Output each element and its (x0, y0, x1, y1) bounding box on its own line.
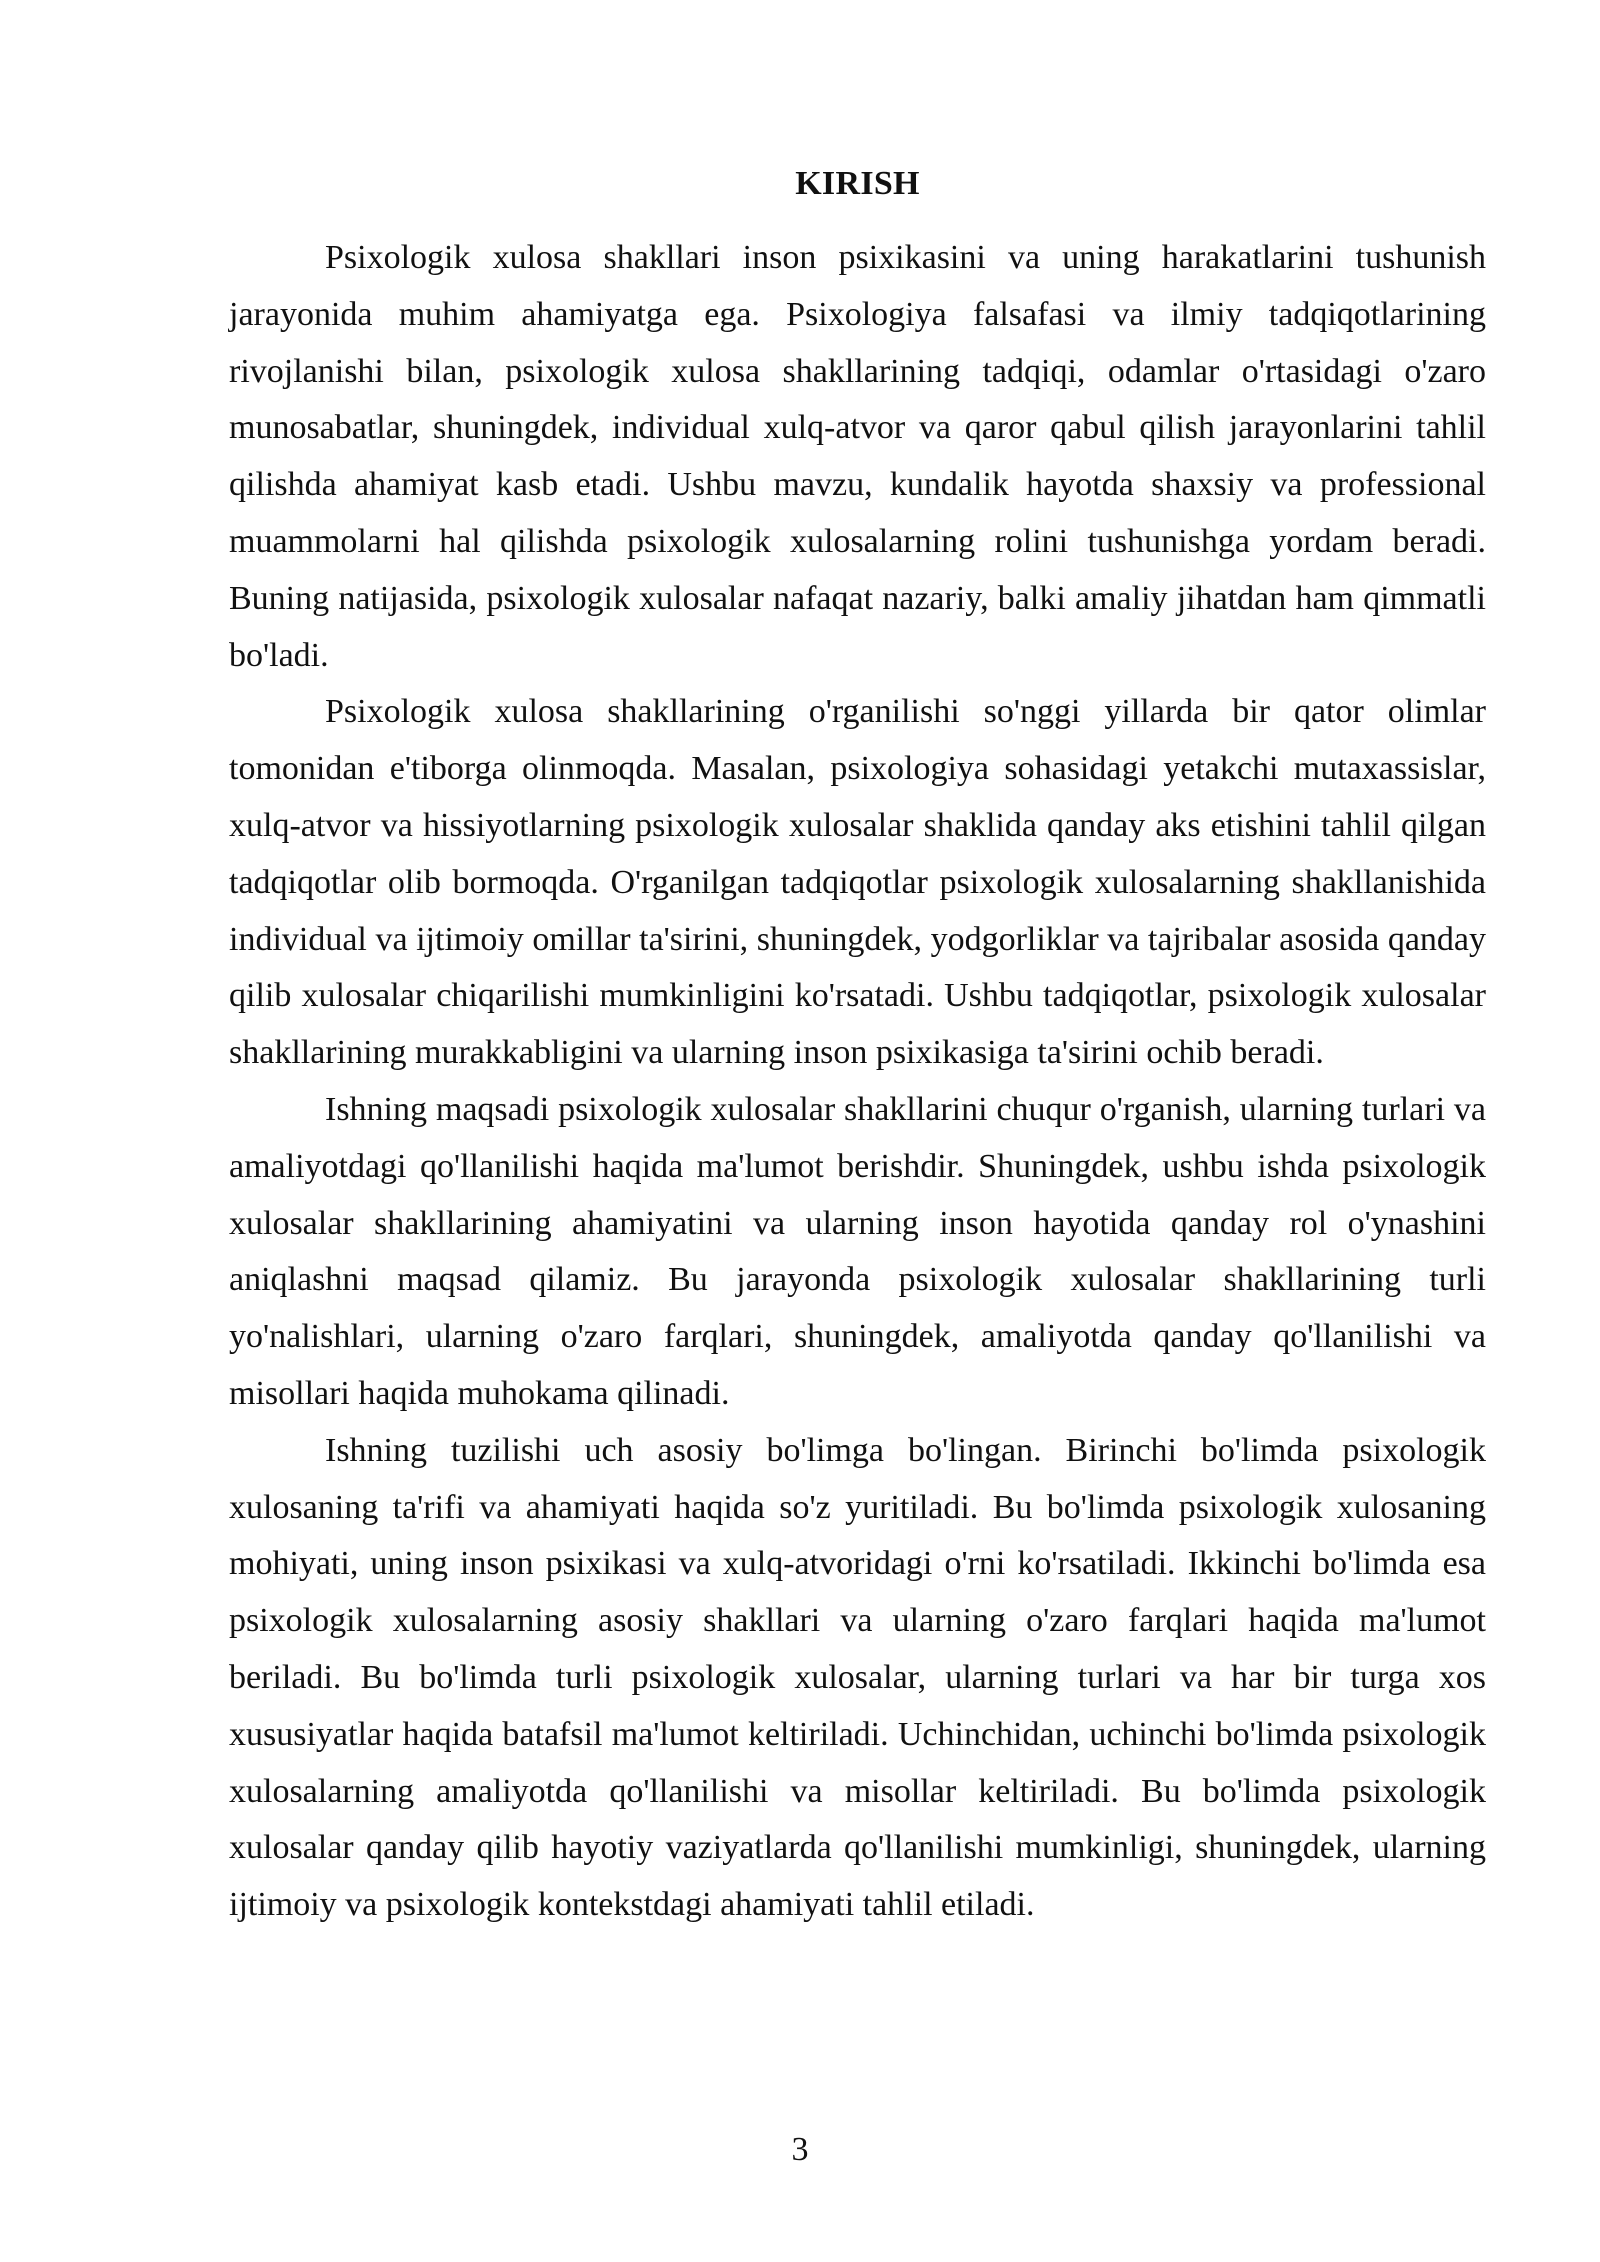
paragraph-literature-review: Psixologik xulosa shakllarining o'rganilishi so'nggi yillarda bir qator olimlar tomonidan e'tiborga olinmoqda. Masalan, psixologiya sohasidagi yetakchi mutaxassislar, xulq-atvor va hissiyotlarning psixologik xulosalar shaklida qanday aks etishini tahlil qilgan tadqiqotlar olib bormoqda. O'rganilgan tadqiqotlar psixologik xulosalarning shakllanishida individual va ijtimoiy omillar ta'sirini, shuningdek, yodgorliklar va tajribalar asosida qanday qilib xulosalar chiqarilishi mumkinligini ko'rsatadi. Ushbu tadqiqotlar, psixologik xulosalar shakllarining murakkabligini va ularning inson psixikasiga ta'sirini ochib beradi. (229, 693, 1486, 1072)
paragraph-objective: Ishning maqsadi psixologik xulosalar shakllarini chuqur o'rganish, ularning turlari va amaliyotdagi qo'llanilishi haqida ma'lumot berishdir. Shuningdek, ushbu ishda psixologik xulosalar shakllarining ahamiyatini va ularning inson hayotida qanday rol o'ynashini aniqlashni maqsad qilamiz. Bu jarayonda psixologik xulosalar shakllarining turli yo'nalishlari, ularning o'zaro farqlari, shuningdek, amaliyotda qanday qo'llanilishi va misollari haqida muhokama qilinadi. (229, 1090, 1486, 1412)
paragraph-introduction: Psixologik xulosa shakllari inson psixikasini va uning harakatlarini tushunish jarayonida muhim ahamiyatga ega. Psixologiya falsafasi va ilmiy tadqiqotlarining rivojlanishi bilan, psixologik xulosa shakllarining tadqiqi, odamlar o'rtasidagi o'zaro munosabatlar, shuningdek, individual xulq-atvor va qaror qabul qilish jarayonlarini tahlil qilishda ahamiyat kasb etadi. Ushbu mavzu, kundalik hayotda shaxsiy va professional muammolarni hal qilishda psixologik xulosalarning rolini tushunishga yordam beradi. Buning natijasida, psixologik xulosalar nafaqat nazariy, balki amaliy jihatdan ham qimmatli bo'ladi. (229, 239, 1486, 674)
page-content (229, 160, 1486, 1934)
page-title: KIRISH (795, 165, 920, 202)
page-number: 3 (791, 2131, 809, 2168)
paragraph-structure: Ishning tuzilishi uch asosiy bo'limga bo'lingan. Birinchi bo'limda psixologik xulosaning ta'rifi va ahamiyati haqida so'z yuritiladi. Bu bo'limda psixologik xulosaning mohiyati, uning inson psixikasi va xulq-atvoridagi o'rni ko'rsatiladi. Ikkinchi bo'limda esa psixologik xulosalarning asosiy shakllari va ularning o'zaro farqlari haqida ma'lumot beriladi. Bu bo'limda turli psixologik xulosalar, ularning turlari va har bir turga xos xususiyatlar haqida batafsil ma'lumot keltiriladi. Uchinchidan, uchinchi bo'limda psixologik xulosalarning amaliyotda qo'llanilishi va misollar keltiriladi. Bu bo'limda psixologik xulosalar qanday qilib hayotiy vaziyatlarda qo'llanilishi mumkinligi, shuningdek, ularning ijtimoiy va psixologik kontekstdagi ahamiyati tahlil etiladi. (229, 1431, 1486, 1924)
